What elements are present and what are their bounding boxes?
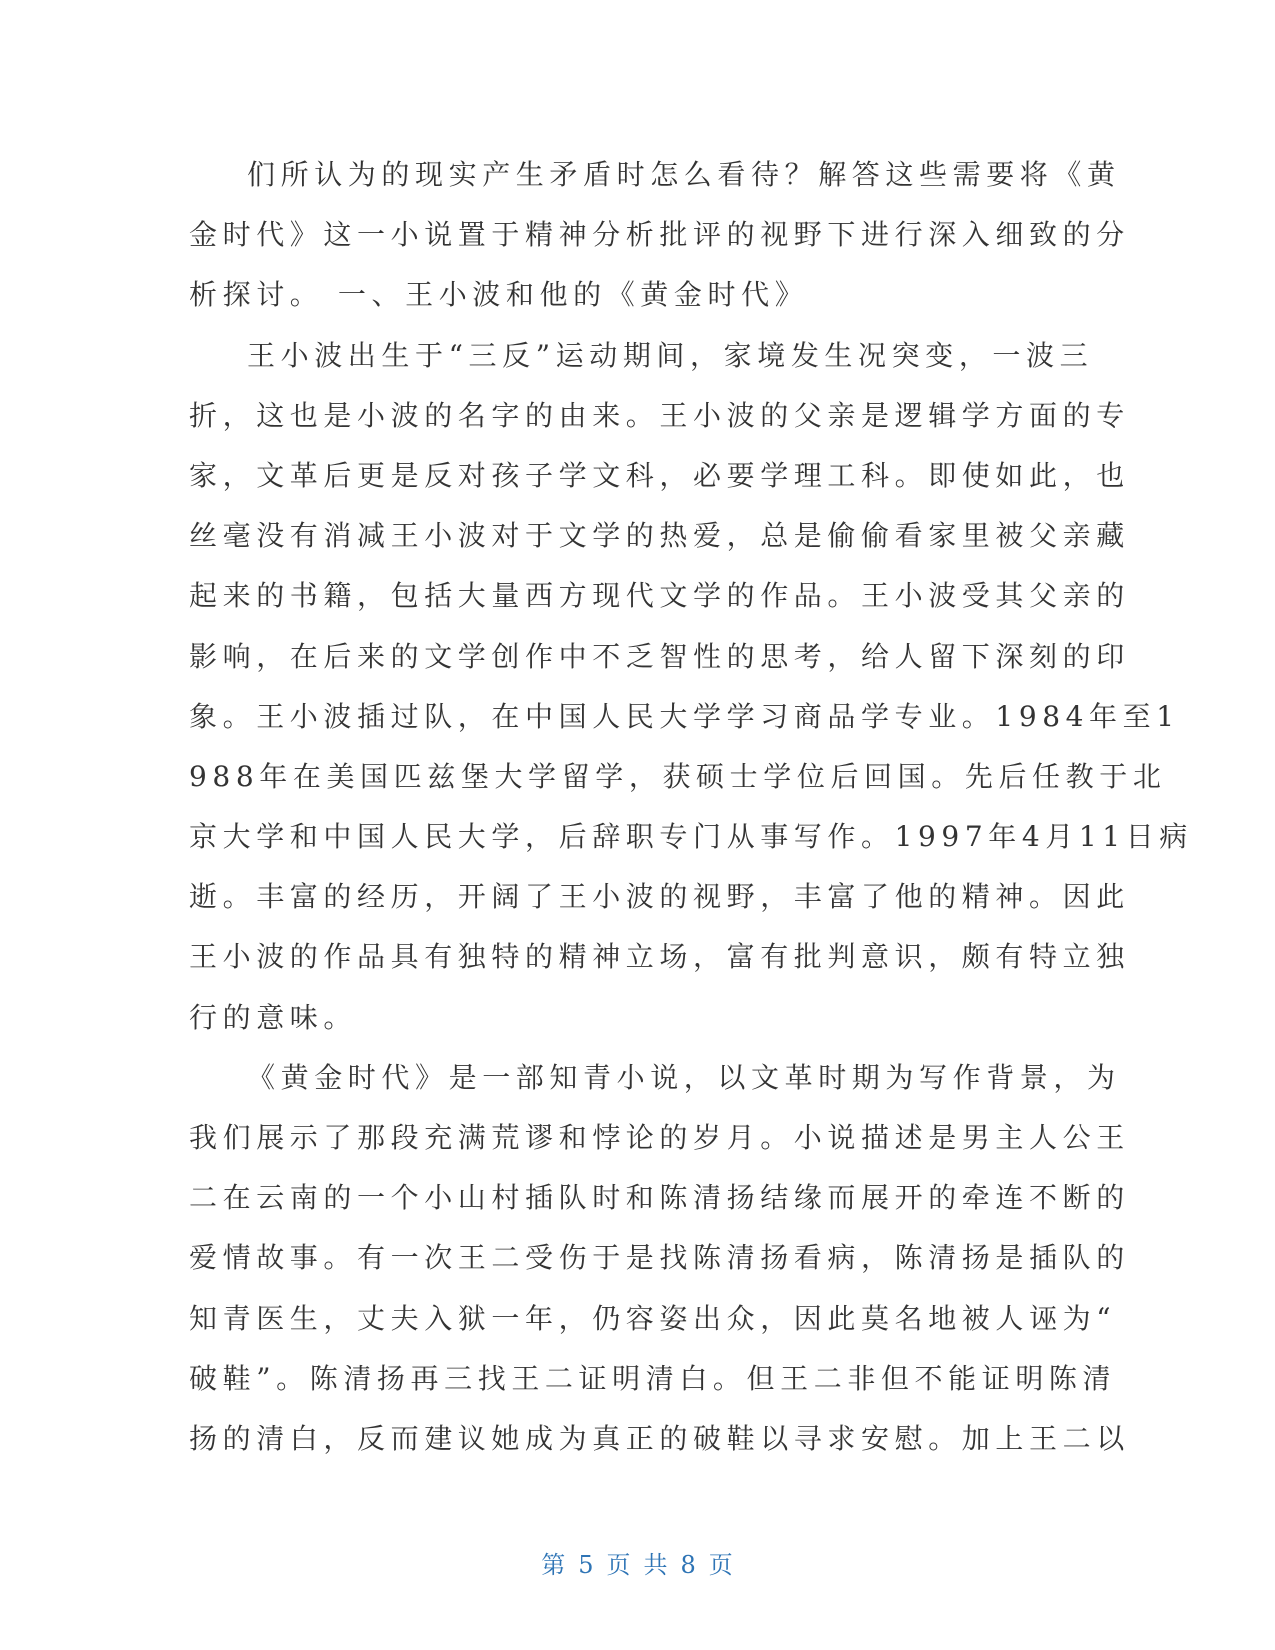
text-line: 们所认为的现实产生矛盾时怎么看待？解答这些需要将《黄 (189, 158, 1121, 191)
text-line: 影响，在后来的文学创作中不乏智性的思考，给人留下深刻的印 (189, 639, 1130, 673)
page-footer (0, 1545, 1275, 1580)
text-line: 折，这也是小波的名字的由来。王小波的父亲是逻辑学方面的专 (189, 398, 1130, 432)
text-line: 象。王小波插过队，在中国人民大学学习商品学专业。1984年至1 (189, 699, 1180, 733)
text-line: 行的意味。 (189, 1000, 358, 1034)
text-line: 析探讨。 一、王小波和他的《黄金时代》 (189, 278, 809, 312)
text-line: 《黄金时代》是一部知青小说，以文革时期为写作背景，为 (189, 1060, 1121, 1094)
text-line: 扬的清白，反而建议她成为真正的破鞋以寻求安慰。加上王二以 (189, 1421, 1130, 1455)
text-line: 王小波出生于“三反”运动期间，家境发生况突变，一波三 (189, 338, 1094, 372)
text-line: 二在云南的一个小山村插队时和陈清扬结缘而展开的牵连不断的 (189, 1181, 1130, 1215)
total-page-number: 8 (680, 1551, 697, 1579)
text-line: 起来的书籍，包括大量西方现代文学的作品。王小波受其父亲的 (189, 579, 1130, 613)
footer-prefix: 第 (541, 1551, 567, 1579)
text-line: 我们展示了那段充满荒谬和悖论的岁月。小说描述是男主人公王 (189, 1121, 1130, 1154)
current-page-number: 5 (578, 1551, 595, 1579)
text-line: 家，文革后更是反对孩子学文科，必要学理工科。即使如此，也 (189, 458, 1130, 492)
text-line: 知青医生，丈夫入狱一年，仍容姿出众，因此莫名地被人诬为“ (189, 1301, 1117, 1335)
text-line: 王小波的作品具有独特的精神立场，富有批判意识，颇有特立独 (189, 940, 1130, 974)
footer-page-word: 页 (606, 1551, 632, 1579)
text-line: 爱情故事。有一次王二受伤于是找陈清扬看病，陈清扬是插队的 (189, 1241, 1130, 1275)
footer-total-word: 共 (643, 1551, 669, 1579)
footer-suffix: 页 (708, 1551, 734, 1579)
text-line: 金时代》这一小说置于精神分析批评的视野下进行深入细致的分 (189, 218, 1130, 252)
text-line: 京大学和中国人民大学，后辞职专门从事写作。1997年4月11日病 (189, 820, 1193, 854)
text-line: 逝。丰富的经历，开阔了王小波的视野，丰富了他的精神。因此 (189, 880, 1130, 914)
text-line: 破鞋”。陈清扬再三找王二证明清白。但王二非但不能证明陈清 (189, 1361, 1117, 1395)
body-text (189, 145, 1193, 1469)
text-line: 988年在美国匹兹堡大学留学，获硕士学位后回国。先后任教于北 (189, 759, 1167, 793)
text-line: 丝毫没有消减王小波对于文学的热爱，总是偷偷看家里被父亲藏 (189, 519, 1130, 553)
